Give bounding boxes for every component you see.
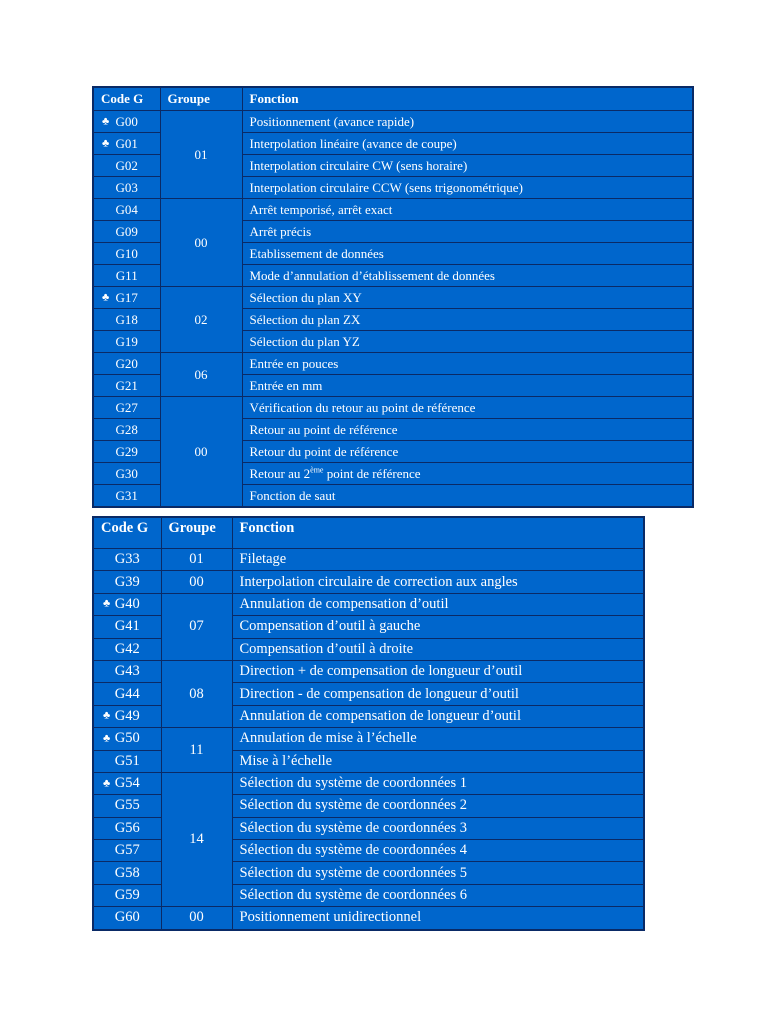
- code-cell: G02: [93, 155, 160, 177]
- group-cell: 00: [160, 199, 242, 287]
- table-row: [93, 287, 693, 309]
- function-cell: Etablissement de données: [242, 243, 693, 265]
- group-cell: 14: [161, 772, 232, 906]
- code-cell: G19: [93, 331, 160, 353]
- club-icon: ♣: [102, 136, 110, 149]
- group-cell: 01: [161, 549, 232, 571]
- code-cell: G59: [93, 884, 161, 906]
- function-cell: Annulation de compensation de longueur d’outil: [232, 705, 644, 727]
- function-cell: Interpolation linéaire (avance de coupe): [242, 133, 693, 155]
- header-group: Groupe: [160, 87, 242, 111]
- code-cell: G20: [93, 353, 160, 375]
- table-row: [93, 549, 644, 571]
- code-cell: ♣ G00: [93, 111, 160, 133]
- function-cell: Mise à l’échelle: [232, 750, 644, 772]
- function-cell: Direction - de compensation de longueur d’outil: [232, 683, 644, 705]
- function-cell: Retour du point de référence: [242, 441, 693, 463]
- group-cell: 01: [160, 111, 242, 199]
- function-cell: Positionnement (avance rapide): [242, 111, 693, 133]
- function-cell: Interpolation circulaire CCW (sens trigonométrique): [242, 177, 693, 199]
- code-cell: G27: [93, 397, 160, 419]
- g-code-table-1: [92, 86, 694, 508]
- group-cell: 02: [160, 287, 242, 353]
- table-row: [93, 199, 693, 221]
- code-cell: ♣ G40: [93, 593, 161, 615]
- code-cell: G10: [93, 243, 160, 265]
- code-cell: G55: [93, 795, 161, 817]
- function-cell: Arrêt temporisé, arrêt exact: [242, 199, 693, 221]
- club-icon: ♣: [102, 290, 110, 303]
- function-cell: Sélection du système de coordonnées 6: [232, 884, 644, 906]
- code-cell: G28: [93, 419, 160, 441]
- function-cell: Sélection du système de coordonnées 1: [232, 772, 644, 794]
- table-row: [93, 728, 644, 750]
- g-code-table-2: [92, 516, 645, 931]
- function-cell: Retour au 2ème point de référence: [242, 463, 693, 485]
- table-row: [93, 571, 644, 593]
- function-cell: Sélection du plan YZ: [242, 331, 693, 353]
- code-cell: ♣ G50: [93, 728, 161, 750]
- code-cell: G09: [93, 221, 160, 243]
- code-cell: G41: [93, 616, 161, 638]
- group-cell: 07: [161, 593, 232, 660]
- code-cell: G56: [93, 817, 161, 839]
- function-cell: Mode d’annulation d’établissement de données: [242, 265, 693, 287]
- table-row: [93, 397, 693, 419]
- group-cell: 00: [161, 907, 232, 930]
- table-row: [93, 111, 693, 133]
- function-cell: Sélection du système de coordonnées 4: [232, 840, 644, 862]
- function-cell: Interpolation circulaire de correction aux angles: [232, 571, 644, 593]
- club-icon: ♣: [103, 732, 111, 745]
- group-cell: 11: [161, 728, 232, 773]
- code-cell: ♣ G54: [93, 772, 161, 794]
- function-cell: Arrêt précis: [242, 221, 693, 243]
- function-cell: Sélection du plan XY: [242, 287, 693, 309]
- function-cell: Positionnement unidirectionnel: [232, 907, 644, 930]
- function-cell: Filetage: [232, 549, 644, 571]
- function-cell: Annulation de compensation d’outil: [232, 593, 644, 615]
- group-cell: 00: [161, 571, 232, 593]
- header-code: Code G: [93, 87, 160, 111]
- group-cell: 08: [161, 660, 232, 727]
- code-cell: ♣ G17: [93, 287, 160, 309]
- code-cell: G43: [93, 660, 161, 682]
- code-cell: G57: [93, 840, 161, 862]
- code-cell: G21: [93, 375, 160, 397]
- function-cell: Entrée en mm: [242, 375, 693, 397]
- code-cell: G51: [93, 750, 161, 772]
- code-cell: G44: [93, 683, 161, 705]
- code-cell: G33: [93, 549, 161, 571]
- table-row: [93, 772, 644, 794]
- code-cell: G58: [93, 862, 161, 884]
- header-function: Fonction: [232, 517, 644, 549]
- table-row: [93, 660, 644, 682]
- code-cell: G11: [93, 265, 160, 287]
- function-cell: Compensation d’outil à gauche: [232, 616, 644, 638]
- function-cell: Vérification du retour au point de référence: [242, 397, 693, 419]
- function-cell: Interpolation circulaire CW (sens horaire): [242, 155, 693, 177]
- code-cell: ♣ G49: [93, 705, 161, 727]
- function-cell: Entrée en pouces: [242, 353, 693, 375]
- function-cell: Compensation d’outil à droite: [232, 638, 644, 660]
- function-cell: Retour au point de référence: [242, 419, 693, 441]
- table-row: [93, 907, 644, 930]
- group-cell: 00: [160, 397, 242, 508]
- function-cell: Sélection du plan ZX: [242, 309, 693, 331]
- header-function: Fonction: [242, 87, 693, 111]
- code-cell: G30: [93, 463, 160, 485]
- function-cell: Sélection du système de coordonnées 2: [232, 795, 644, 817]
- code-cell: G42: [93, 638, 161, 660]
- function-cell: Sélection du système de coordonnées 3: [232, 817, 644, 839]
- code-cell: G31: [93, 485, 160, 508]
- code-cell: G39: [93, 571, 161, 593]
- code-cell: G04: [93, 199, 160, 221]
- table-row: [93, 593, 644, 615]
- function-cell: Direction + de compensation de longueur d’outil: [232, 660, 644, 682]
- function-cell: Sélection du système de coordonnées 5: [232, 862, 644, 884]
- code-cell: G29: [93, 441, 160, 463]
- table-header-row: [93, 87, 693, 111]
- table-row: [93, 353, 693, 375]
- function-cell: Fonction de saut: [242, 485, 693, 508]
- code-cell: G60: [93, 907, 161, 930]
- club-icon: ♣: [103, 776, 111, 789]
- group-cell: 06: [160, 353, 242, 397]
- club-icon: ♣: [103, 597, 111, 610]
- header-group: Groupe: [161, 517, 232, 549]
- function-cell: Annulation de mise à l’échelle: [232, 728, 644, 750]
- code-cell: G18: [93, 309, 160, 331]
- code-cell: G03: [93, 177, 160, 199]
- code-cell: ♣ G01: [93, 133, 160, 155]
- header-code: Code G: [93, 517, 161, 549]
- club-icon: ♣: [102, 114, 110, 127]
- table-header-row: [93, 517, 644, 549]
- club-icon: ♣: [103, 709, 111, 722]
